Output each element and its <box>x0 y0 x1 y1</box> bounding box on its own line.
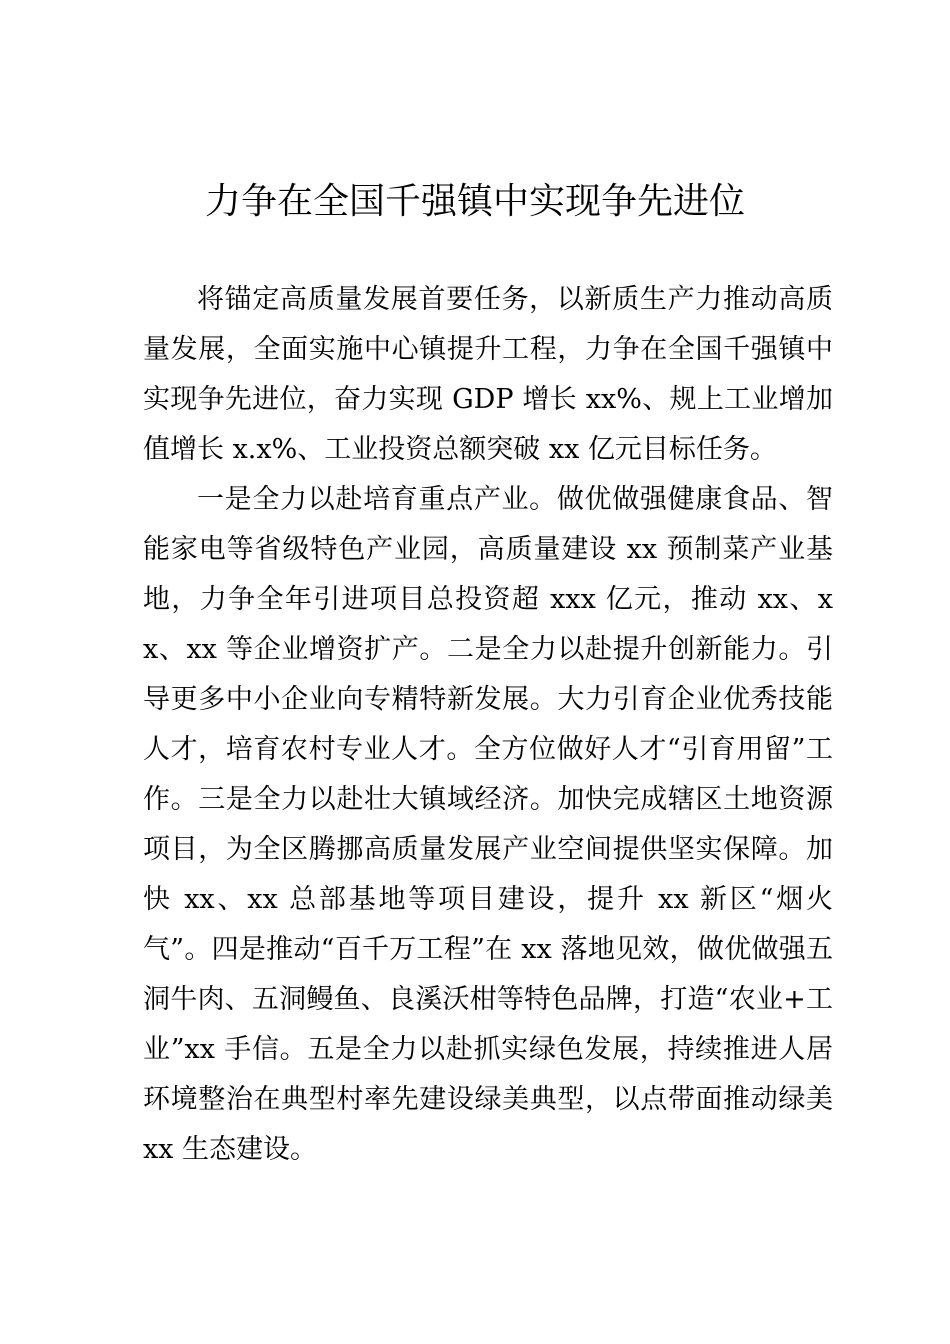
paragraph-intro: 将锚定高质量发展首要任务，以新质生产力推动高质量发展，全面实施中心镇提升工程，力争在全国千强镇中实现争先进位，奋力实现 GDP 增长 xx%、规上工业增加值增长 x.x%、工业投资总额突破 xx 亿元目标任务。 <box>143 284 833 465</box>
document-title: 力争在全国千强镇中实现争先进位 <box>204 181 745 222</box>
paragraph-measures: 一是全力以赴培育重点产业。做优做强健康食品、智能家电等省级特色产业园，高质量建设 xx 预制菜产业基地，力争全年引进项目总投资超 xxx 亿元，推动 xx、xx、xx 等企业增资扩产。二是全力以赴提升创新能力。引导更多中小企业向专精特新发展。大力引育企业优秀技能人才，培育农村专业人才。全方位做好人才“引育用留”工作。三是全力以赴壮大镇域经济。加快完成辖区土地资源项目，为全区腾挪高质量发展产业空间提供坚实保障。加快 xx、xx 总部基地等项目建设，提升 xx 新区“烟火气”。四是推动“百千万工程”在 xx 落地见效，做优做强五洞牛肉、五洞鳗鱼、良溪沃柑等特色品牌，打造“农业+工业”xx 手信。五是全力以赴抓实绿色发展，持续推进人居环境整治在典型村率先建设绿美典型，以点带面推动绿美 xx 生态建设。 <box>143 484 833 1165</box>
document-body <box>143 275 833 1175</box>
